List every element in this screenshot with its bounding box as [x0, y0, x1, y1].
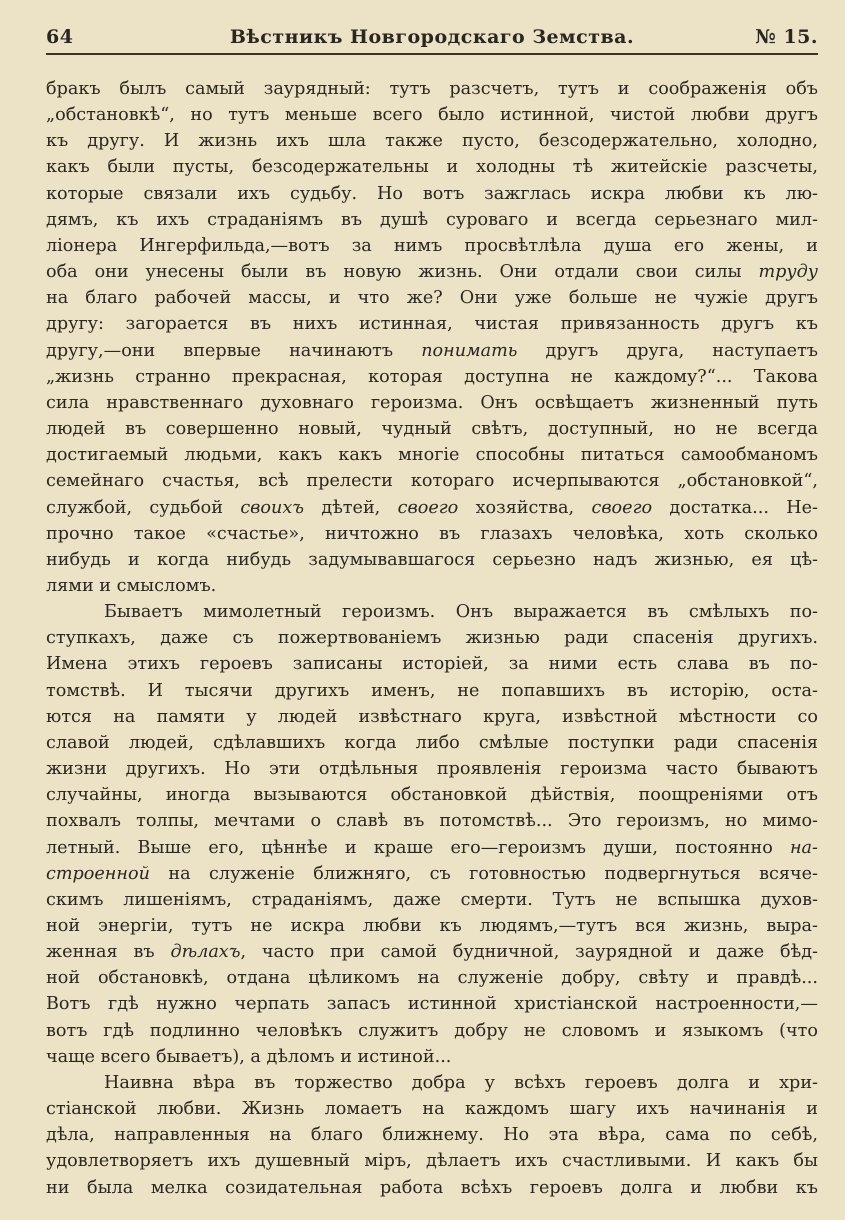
text-fragment: оба они унесены были въ новую жизнь. Они отдали свои силы — [46, 262, 759, 283]
text-line: достигаемый людьми, какъ какъ многіе способны питаться самообманомъ — [46, 445, 818, 466]
text-fragment: службой, судьбой — [46, 497, 241, 518]
text-line: Имена этихъ героевъ записаны исторіей, за ними есть слава въ по- — [46, 654, 818, 675]
text-line — [46, 495, 818, 521]
running-header — [46, 22, 818, 56]
text-line: „жизнь странно прекрасная, которая доступна не каждому?“... Такова — [46, 366, 818, 387]
text-line: другу: загорается въ нихъ истинная, чистая привязанность другъ къ — [46, 314, 818, 335]
text-fragment: достатка... Не- — [652, 497, 818, 518]
text-line: ются на памяти у людей извѣстнаго круга, извѣстной мѣстности со — [46, 706, 818, 727]
text-fragment: другъ друга, наступаетъ — [517, 340, 818, 361]
text-line: дямъ, къ ихъ страданіямъ въ душѣ суроваго и всегда серьезнаго мил- — [46, 209, 818, 230]
text-line: какъ были пусты, безсодержательны и холодны тѣ житейскіе разсчеты, — [46, 157, 818, 178]
text-line: сила нравственнаго духовнаго героизма. Онъ освѣщаетъ жизненный путь — [46, 392, 818, 413]
text-line: семейнаго счастья, всѣ прелести котораго исчерпываются „обстановкой“, — [46, 471, 818, 492]
text-fragment: другу,—они впервые начинаютъ — [46, 340, 422, 361]
text-line: прочно такое «счастье», ничтожно въ глазахъ человѣка, хоть сколько — [46, 523, 818, 544]
text-line: Наивна вѣра въ торжество добра у всѣхъ героевъ долга и хри- — [104, 1072, 818, 1093]
emphasized-word: понимать — [421, 340, 518, 361]
text-line: стіанской любви. Жизнь ломаетъ на каждомъ шагу ихъ начинанія и — [46, 1099, 818, 1120]
text-line: людей въ совершенно новый, чудный свѣтъ, доступный, но не всегда — [46, 419, 818, 440]
text-line — [46, 835, 818, 861]
text-line: жизни другихъ. Но эти отдѣльныя проявленія героизма часто бываютъ — [46, 759, 818, 780]
text-line: „обстановкѣ“, но тутъ меньше всего было истинной, чистой любви другъ — [46, 105, 818, 126]
text-line: Вотъ гдѣ нужно черпать запасъ истинной христіанской настроенности,— — [46, 994, 818, 1015]
issue-number: № 15. — [755, 26, 818, 48]
text-fragment: , часто при самой будничной, заурядной и даже бѣд- — [240, 942, 818, 963]
emphasized-word: на- — [789, 837, 818, 858]
text-line — [46, 259, 818, 285]
text-line: которые связали ихъ судьбу. Но вотъ зажглась искра любви къ лю- — [46, 183, 818, 204]
text-line: ни была мелка созидательная работа всѣхъ героевъ долга и любви къ — [46, 1177, 818, 1198]
text-line: ліонера Ингерфильда,—вотъ за нимъ просвѣтлѣла душа его жены, и — [46, 235, 818, 256]
text-line — [46, 338, 818, 364]
text-line: скимъ лишеніямъ, страданіямъ, даже смерти. Тутъ не вспышка духов- — [46, 889, 818, 910]
paragraph — [46, 599, 818, 1070]
text-fragment: на служеніе ближняго, съ готовностью подвергнуться всяче- — [149, 863, 818, 884]
journal-title: Вѣстникъ Новгородскаго Земства. — [229, 26, 635, 48]
text-fragment: летный. Выше его, цѣннѣе и краше его—героизмъ души, постоянно — [46, 837, 790, 858]
text-line: томствѣ. И тысячи другихъ именъ, не попавшихъ въ исторію, оста- — [46, 680, 818, 701]
text-line: чаще всего бываетъ), а дѣломъ и истиной... — [46, 1046, 452, 1067]
emphasized-word: строенной — [46, 863, 150, 884]
text-line: къ другу. И жизнь ихъ шла также пусто, безсодержательно, холодно, — [46, 131, 818, 152]
text-line: ной энергіи, тутъ не искра любви къ людямъ,—тутъ вся жизнь, выра- — [46, 916, 818, 936]
header-rule — [46, 53, 818, 55]
text-fragment: хозяйства, — [458, 497, 592, 518]
text-fragment: женная въ — [46, 942, 171, 963]
text-line: ступкахъ, даже съ пожертвованіемъ жизнью ради спасенія другихъ. — [46, 628, 818, 649]
emphasized-word: труду — [758, 262, 818, 283]
text-line: лями и смысломъ. — [46, 575, 217, 596]
emphasized-word: своего — [397, 497, 459, 518]
emphasized-word: своихъ — [240, 497, 304, 518]
text-line: случайны, иногда вызываются обстановкой дѣйствія, поощреніями отъ — [46, 785, 818, 806]
text-line: похвалъ толпы, мечтами о славѣ въ потомствѣ... Это героизмъ, но мимо- — [46, 811, 818, 832]
text-line: Бываетъ мимолетный героизмъ. Онъ выражается въ смѣлыхъ по- — [104, 602, 818, 623]
text-line — [46, 939, 818, 965]
article-body — [46, 76, 818, 1201]
emphasized-word: дѣлахъ — [170, 942, 241, 963]
paragraph — [46, 76, 818, 599]
text-line: ной обстановкѣ, отдана цѣликомъ на служеніе добру, свѣту и правдѣ... — [46, 968, 818, 989]
text-line: дѣла, направленныя на благо ближнему. Но эта вѣра, сама по себѣ, — [46, 1125, 818, 1146]
text-line: удовлетворяетъ ихъ душевный міръ, дѣлаетъ ихъ счастливыми. И какъ бы — [46, 1151, 818, 1172]
emphasized-word: своего — [591, 497, 653, 518]
text-line: нибудь и когда нибудь задумывавшагося серьезно надъ жизнью, ея цѣ- — [46, 549, 818, 570]
text-line: славой людей, сдѣлавшихъ когда либо смѣлые поступки ради спасенія — [46, 732, 818, 753]
page-number: 64 — [46, 26, 74, 48]
text-line — [46, 861, 818, 887]
text-line: на благо рабочей массы, и что же? Они уже больше не чужіе другъ — [46, 288, 818, 309]
paragraph — [46, 1070, 818, 1201]
text-line: бракъ былъ самый заурядный: тутъ разсчетъ, тутъ и соображенія объ — [46, 79, 818, 99]
text-fragment: дѣтей, — [304, 497, 398, 518]
text-line: вотъ гдѣ подлинно человѣкъ служитъ добру не словомъ и языкомъ (что — [46, 1020, 818, 1041]
